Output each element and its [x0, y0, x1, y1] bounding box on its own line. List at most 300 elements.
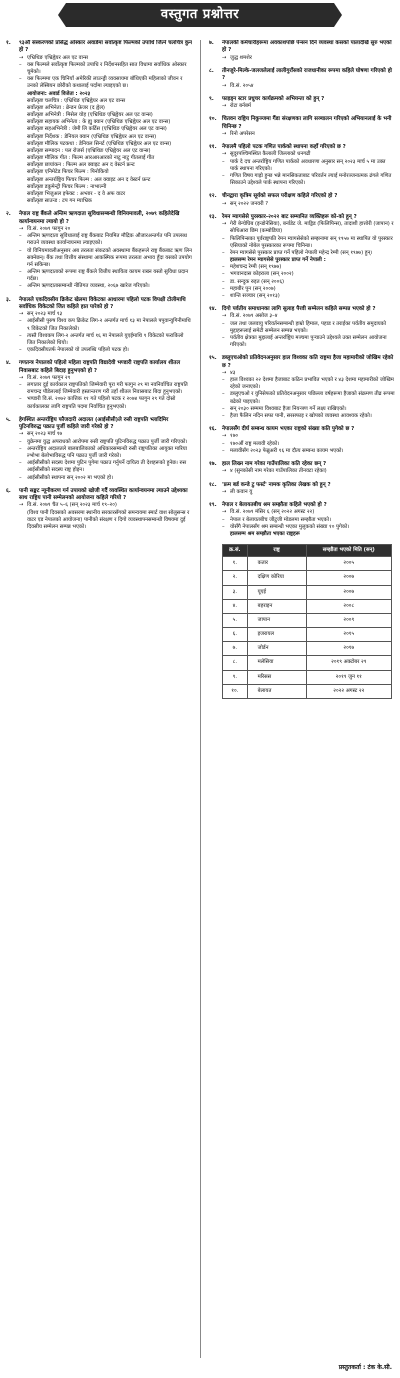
bullet-marker: –	[222, 320, 225, 327]
question-block	[209, 144, 395, 187]
table-row	[223, 557, 392, 571]
answer-line	[222, 441, 395, 448]
bullet-marker: →	[222, 151, 227, 158]
answer-text: अन्तिम ऋणदाताको रूपमा राष्ट्र बैंकले वित्तीय स्थायित्व कायम राख्न यस्तो सुविधा प्रदान गर्दछ।	[27, 269, 189, 283]
question-text: हेगस्थित अन्तर्राष्ट्रिय फौजदारी अदालत (आईसीसी)ले रुसी राष्ट्रपति भ्लादिमिर पुटिनविरुद्ध पक्राउ पुर्जी कहिले जारी गरेको हो ?	[19, 416, 169, 431]
answer-text: यस फिल्मले सर्वोत्कृष्ट फिल्मको उपाधि र निर्देशनसहित सात विधामा सर्वाधिक ओस्कार चुमेको।	[27, 61, 187, 76]
answer-line	[19, 76, 192, 90]
table-cell: २०१७	[306, 642, 391, 656]
question-block	[6, 297, 192, 355]
answer-line	[222, 286, 395, 293]
question-text: गणतन्त्र नेपालको पहिलो महिला राष्ट्रपति विद्यादेवी भण्डारी राष्ट्रपति कार्यालय शीतल निवासबाट कहिले बिदाइ हुनुभएको हो ?	[19, 360, 181, 374]
question-block	[6, 488, 192, 531]
question-text: नेपाल र बेलायतबीच श्रम सम्झौता कहिले भएको हो ?	[222, 502, 327, 509]
answer-line	[222, 377, 395, 391]
table-cell: ८.	[223, 656, 248, 670]
table-cell: २०१५	[306, 628, 391, 642]
bullet-marker	[222, 257, 230, 264]
answer-text: महाबीर पुन (सन् २००७)	[230, 285, 276, 292]
bullet-marker: –	[19, 61, 22, 68]
answer-text: रिनो अपरेसन	[230, 130, 255, 137]
question-text: हाल लिख्न नाम गरेका गाउँपालिका कति रहेका छन् ?	[222, 461, 327, 467]
answer-line	[222, 293, 395, 300]
answer-text: महेशचन्द्र रेग्मी (सन् १९७७)	[230, 264, 282, 271]
table-row	[223, 628, 392, 642]
answer-line	[222, 131, 395, 138]
answer-line	[222, 321, 395, 335]
question	[6, 40, 192, 55]
bullet-marker	[19, 191, 27, 198]
answer-list	[222, 201, 395, 208]
answer-list	[222, 468, 395, 475]
answer-text: सन् २०२२ जनवरी ?	[230, 200, 268, 207]
answer-line	[222, 159, 395, 173]
answer-text: सर्वोत्कृष्ट एनिमेटेड फिचर फिल्म : पिनोकियो	[27, 169, 109, 176]
question	[209, 355, 395, 370]
answer-line	[222, 406, 395, 413]
banner-left-tip	[58, 3, 66, 27]
answer-text: वि.सं. २०७९ फागुन २०	[27, 225, 71, 232]
answer-text: सर्वोत्कृष्ट भिजुअल इफेक्ट : अभ्तार - द वे अफ वाटर	[27, 190, 126, 197]
answer-line	[222, 489, 395, 496]
table-header-row	[223, 545, 392, 557]
answer-line	[19, 439, 192, 446]
bullet-marker: –	[19, 283, 22, 290]
answer-text: गणित विषय गाह्रो हुन्छ भन्ने मानसिकताबाट परिवर्तन ल्याई मनोरञ्जनात्मक ढंगले गणित सिकाउने उद्देश्यले पार्क स्थापना गरिएको।	[230, 172, 392, 187]
answer-line	[222, 279, 395, 286]
bullet-marker: –	[222, 271, 225, 278]
answer-line	[19, 184, 192, 191]
question	[209, 426, 395, 433]
bullet-marker	[19, 98, 27, 105]
answer-text: ली कवान यु	[230, 488, 253, 495]
answer-text: एकदिवसीयतर्फ नेपालको यो उपलब्धि पहिलो पटक हो।	[27, 347, 129, 354]
table-cell: कतार	[247, 557, 306, 571]
answer-text: त्यस्तै विश्वकप लिग-२ अन्तर्गत मार्च १६ मा नेपालले युएईमाथि ९ विकेटको फराकिलो जित निकालेको थियो।	[27, 332, 184, 346]
bullet-marker: –	[222, 405, 225, 412]
question-number: १८.	[209, 481, 217, 488]
question-text: रेमन म्यागसेसे पुरस्कार-२०२२ बाट सम्मानित व्यक्तिहरू को-को हुन् ?	[222, 213, 357, 220]
answer-text: भगवानदास कोइराला (सन् २००२)	[230, 271, 294, 278]
labor-agreement-table	[222, 544, 392, 699]
answer-list	[222, 151, 395, 187]
answer-text: सर्वोत्कृष्ट मौलिक गीत : फिल्म आरआरआरको नाटु नाटु गीतलाई गीत	[27, 155, 155, 162]
bullet-marker: –	[222, 158, 225, 165]
answer-text: अन्तर्राष्ट्रिय अदालतले बालबालिकाको अधिकारसम्बन्धी रुसी राष्ट्रपतिका आयुक्त मारिया ल्भोभा बेलोभाविरुद्ध पनि पक्राउ पुर्जी जारी गरेको।	[27, 445, 188, 459]
answer-line	[222, 531, 395, 538]
answer-text: (विश्व पानी दिवसको अवसरमा स्थानीय सरकारसँगको समन्वयमा स्मार्ट वाश सोलुसन्स र वाटर एड नेपालको आयोजना) पानीको संरक्षण र दिगो व्यवस्थापनसम्बन्धी विषयमा दुई दिवसीय सम्मेलन सम्पन्न भएको।	[27, 509, 190, 530]
question-block	[209, 306, 395, 349]
answer-line	[222, 313, 395, 320]
table-cell: यूएई	[247, 585, 306, 599]
answer-list	[222, 433, 395, 455]
bullet-marker: –	[222, 447, 225, 454]
answer-line	[19, 62, 192, 76]
answer-list	[19, 55, 192, 206]
answer-line	[222, 448, 395, 455]
answer-line	[222, 271, 395, 278]
answer-line	[222, 517, 395, 524]
bullet-marker: –	[19, 76, 22, 83]
answer-line	[19, 126, 192, 133]
bullet-marker: –	[222, 235, 225, 242]
answer-text: शान्ति सञ्चार (सन् २०१३)	[230, 292, 280, 299]
table-row	[223, 613, 392, 627]
table-cell: ४.	[223, 599, 248, 613]
question-block	[209, 355, 395, 420]
bullet-marker: →	[19, 374, 24, 381]
answer-text: सन् २०२३ मार्च १७	[27, 431, 63, 438]
question	[209, 116, 395, 131]
question-number: १४.	[209, 306, 217, 313]
question-number: ५.	[6, 416, 11, 423]
answer-text: डब्लुएचओ र युनिसेफको प्रतिवेदनअनुसार पछिल्ला वर्षहरूमा हैजाको संक्रमण तीव्र रूपमा बढेको पाइएको।	[230, 391, 395, 405]
table-cell: २००५	[306, 557, 391, 571]
question-number: ११.	[209, 144, 217, 151]
bullet-marker: →	[222, 313, 227, 320]
question-block	[209, 461, 395, 476]
answer-list	[222, 131, 395, 138]
answer-list	[19, 502, 192, 531]
right-question-list	[209, 40, 395, 538]
answer-text: एभ्रिथिङ एभ्रिह्वेयर अल एट वान्स	[27, 54, 89, 61]
bullet-marker: →	[222, 103, 227, 110]
column-divider	[200, 40, 201, 1358]
bullet-marker: –	[19, 318, 22, 325]
section-banner	[58, 3, 342, 27]
answer-line	[19, 318, 192, 332]
question	[209, 482, 395, 489]
question-number: ३.	[6, 296, 11, 303]
answer-text: १७०	[230, 433, 239, 440]
question-block	[6, 360, 192, 411]
answer-text: हालसम्म श्रम सम्झौता भएका राष्ट्रहरू	[230, 530, 300, 537]
answer-list	[222, 55, 395, 62]
answer-text: हालसम्म रेमन म्यागसेसे पुरस्कार प्राप्त गर्ने नेपाली :	[230, 257, 326, 264]
answer-text: वि.सं. २०५४	[230, 82, 254, 89]
question-text: नेपालसँग दीर्घ सम्बन्ध कायम भएका राष्ट्रको संख्या कति पुगेको छ ?	[222, 426, 355, 433]
bullet-marker: –	[222, 249, 225, 256]
answer-list	[19, 226, 192, 291]
bullet-marker: –	[19, 233, 22, 240]
bullet-marker	[19, 112, 27, 119]
question-block	[209, 68, 395, 90]
answer-line	[222, 413, 395, 420]
answer-line	[222, 83, 395, 90]
bullet-marker	[19, 198, 27, 205]
bullet-marker	[19, 162, 27, 169]
answer-text: सर्वोत्कृष्ट डकुमेन्ट्री फिचर फिल्म : नाभाल्नी	[27, 183, 107, 190]
right-column	[209, 40, 395, 1364]
answer-line	[222, 201, 395, 208]
answer-text: पार्क दे दच अन्तर्राष्ट्रिय गणित पार्कको अवधारणा अनुसार सन् २०२३ मार्च ५ मा उक्त पार्क स्थापना गरिएको।	[230, 158, 386, 172]
table-header-cell: सम्झौता भएको मिति (सन्)	[306, 545, 391, 557]
answer-text: सर्वोत्कृष्ट निर्देशक : डेनियल क्वान (एभ्रिथिङ एभ्रिह्वेयर अल एट वान्स)	[27, 133, 157, 140]
bullet-marker	[19, 91, 27, 98]
bullet-marker: –	[222, 377, 225, 384]
bullet-marker: →	[19, 431, 24, 438]
table-cell: २०१९ अक्टोबर २९	[306, 656, 391, 670]
answer-list	[222, 103, 395, 110]
question-block	[209, 40, 395, 62]
answer-text: जल तथा जलवायु परिवर्तनसम्बन्धी हाम्रो हिमाल, पहाड र तराईका पर्वतीय समुदायको मुद्दाहरूलाई समेटी सम्मेलन सम्पन्न भएको।	[230, 320, 387, 334]
bullet-marker	[19, 177, 27, 184]
bullet-marker: –	[222, 391, 225, 398]
bullet-marker: →	[222, 82, 227, 89]
banner-right-tip	[334, 3, 342, 27]
table-cell: इजरायल	[247, 628, 306, 642]
answer-text: जुद्ध शमशेर	[230, 54, 252, 61]
table-row	[223, 599, 392, 613]
bullet-marker: –	[19, 347, 22, 354]
answer-text: सर्वोत्कृष्ट अभिनेत्री : मिसेल योह (एभ्रिथिङ एभ्रिह्वेयर अल एट वान्स)	[27, 112, 153, 119]
bullet-marker: →	[222, 200, 227, 207]
table-row	[223, 642, 392, 656]
answer-text: रोटा बर्नबर्म	[230, 103, 251, 110]
answer-line	[222, 55, 395, 62]
question-block	[209, 214, 395, 300]
question-number: ८.	[209, 67, 214, 74]
answer-text: सन् २०२३ मार्च १३	[27, 311, 63, 318]
bullet-marker	[19, 105, 27, 112]
question-text: दिगो पर्वतीय समाधानका लागि सुलाह पैरवी सम्मेलन कहिले सम्पन्न भएको हो ?	[222, 306, 376, 313]
answer-line	[222, 221, 395, 235]
answer-text: लगातार दुई कार्यकाल राष्ट्रपतिको जिम्मेवारी पूरा गरी फागुन २९ मा नवनिर्वाचित राष्ट्रपति रामचन्द्र पौडेललाई जिम्मेवारी हस्तान्तरण गरी उहाँ शीतल निवासबाट बिदा हुनुभएको।	[27, 382, 188, 396]
answer-line	[222, 173, 395, 187]
answer-text: सर्वोत्कृष्ट मौलिक पटकथा : डेनियल सिनर्ट (एभ्रिथिङ एभ्रिह्वेयर अल एट वान्स)	[27, 140, 172, 147]
answer-text: आईसीसीको सदस्य देशमा पुटिन पुगेमा पक्राउ गर्नुपर्ने दायित्व ती देशहरूको हुनेछ। रुस आईसीसीको सदस्य राष्ट्र होइन।	[27, 460, 187, 474]
answer-text: सर्वोत्कृष्ट छायांकन : फिल्म अल क्वाइट अन द वेस्टर्न फ्रन्ट	[27, 162, 135, 169]
answer-text: यो विनियमावलीअनुसार अब तरलता संकटको अवस्थामा बैंकहरूले राष्ट्र बैंकबाट ऋण लिन सक्नेछन्। बैंक तथा वित्तीय संस्थामा आकस्मिक रूपमा तरलता अभाव हुँदा यसको उपयोग गर्न सकिन्छ।	[27, 247, 192, 268]
answer-text: हैजा फैलिन नदिन सफा पानी, सरसफाइ र खोपको व्यवस्था आवश्यक रहेको।	[230, 412, 372, 419]
table-cell: २००७	[306, 571, 391, 585]
bullet-marker: –	[19, 269, 22, 276]
question-number: १६.	[209, 426, 217, 433]
answer-text: सर्वोत्कृष्ट सम्पादन : पल रोजर्स (एभ्रिथिङ एभ्रिह्वेयर अल एट वान्स)	[27, 147, 151, 154]
table-cell: २०२२ अगस्ट २२	[306, 684, 391, 698]
answer-text: ४३	[230, 369, 236, 376]
question	[209, 96, 395, 103]
answer-text: मलावीसँग २०२३ फेब्रुअरी १६ मा दौत्य सम्बन्ध कायम भएको।	[230, 447, 344, 454]
answer-list	[222, 221, 395, 300]
answer-line	[19, 460, 192, 474]
answer-text: सर्वोत्कृष्ट चलचित्र : एभ्रिथिङ एभ्रिह्वेयर अल एट वान्स	[27, 97, 126, 104]
question-block	[6, 417, 192, 482]
answer-list	[19, 431, 192, 481]
question-text: फाइड्न स्टार प्रधुचर कार्यक्रमको अभियन्ता को हुन् ?	[222, 95, 325, 102]
answer-line	[222, 335, 395, 349]
answer-text: १७०औं राष्ट्र मलावी रहेको।	[230, 440, 280, 447]
bullet-marker: →	[222, 433, 227, 440]
question	[6, 360, 192, 375]
answer-line	[222, 391, 395, 405]
table-cell: २०१९ जुन ११	[306, 670, 391, 684]
question-text: तीनजुरे-मिल्के-जलजलेलाई लालीगुराँसको राजधानीका रूपमा कहिले घोषणा गरिएको हो ?	[222, 67, 392, 82]
table-cell: ३.	[223, 585, 248, 599]
answer-line	[19, 475, 192, 482]
table-cell: बेलायत	[247, 684, 306, 698]
bullet-marker: –	[19, 474, 22, 481]
answer-line	[19, 141, 192, 148]
answer-line	[19, 134, 192, 141]
answer-line	[222, 468, 395, 475]
question-block	[209, 482, 395, 497]
answer-line	[19, 382, 192, 396]
bullet-marker	[19, 134, 27, 141]
question-text: डब्लुएचओको प्रतिवेदनअनुसार हाल विश्वका कति राष्ट्रमा हैजा महामारीको जोखिम रहेको छ ?	[222, 355, 394, 369]
table-cell: १०.	[223, 684, 248, 698]
question-text: पानी सङ्कट न्यूनीकरण गर्न उपायको खोजी गर्दै व्यवस्थित कार्यान्वयनमा ल्याउने उद्देश्यका साथ राष्ट्रिय पानी सम्मेलनको आयोजना कहिले गरियो ?	[19, 487, 188, 502]
answer-list	[222, 83, 395, 90]
question-number: ४.	[6, 360, 11, 367]
bullet-marker: –	[19, 438, 22, 445]
answer-text: फिलिपिन्सका पूर्वराष्ट्रपति रेमन म्यागसेसेको सम्झनामा सन् १९५७ मा स्थापित यो पुरस्कार एसियाको नोबेल पुरस्कारका रूपमा चिनिन्छ।	[230, 235, 393, 249]
table-cell: २००८	[306, 599, 391, 613]
table-row	[223, 571, 392, 585]
question-text: नेपालकी कर्मचारीहरूमा अवकाशपछि पेन्सन दिने व्यवस्था कसको पालादेखि सुरु भएको हो ?	[222, 40, 392, 54]
table-cell: जापान	[247, 613, 306, 627]
question-text: ९३औं संस्करणको प्रसिद्ध ओस्कार अवार्डमा सर्वोत्कृष्ट फिल्मको उपाधि जित्ने चलचित्र कुन हो ?	[19, 40, 192, 54]
question-block	[209, 96, 395, 111]
answer-text: सर्वोत्कृष्ट अन्तर्राष्ट्रिय फिचर फिल्म : अल क्वाइट अन द वेस्टर्न फ्रन्ट	[27, 176, 151, 183]
answer-text: वि.सं. २०७९ असोज ३–४	[230, 313, 278, 320]
question	[209, 193, 395, 200]
bullet-marker	[19, 126, 27, 133]
bullet-marker: →	[222, 369, 227, 376]
answer-list	[222, 489, 395, 496]
bullet-marker: →	[222, 488, 227, 495]
table-cell: १.	[223, 557, 248, 571]
bullet-marker: –	[222, 292, 225, 299]
question-block	[209, 426, 395, 455]
answer-line	[19, 396, 192, 410]
bullet-marker: –	[19, 445, 22, 452]
answer-text: नेपाल र बेलायतबीच जीटुजी मोडलमा सम्झौता भएको।	[230, 516, 331, 523]
answer-line	[19, 431, 192, 438]
answer-text: अन्तिम ऋणदाता सुविधालाई राष्ट्र बैंकबाट नियमित मौद्रिक औजारअन्तर्गत पनि उपलब्ध गराउने व्यवस्था कार्यान्वयनमा ल्याइएको।	[27, 233, 187, 247]
answer-line	[19, 105, 192, 112]
question	[6, 488, 192, 503]
bullet-marker: –	[222, 334, 225, 341]
table-cell: मलेसिया	[247, 656, 306, 670]
question-number: १२.	[209, 193, 217, 200]
table-row	[223, 656, 392, 670]
bullet-marker: –	[222, 523, 225, 530]
question-block	[6, 211, 192, 290]
answer-line	[19, 269, 192, 283]
question-number: ७.	[209, 40, 214, 46]
table-row	[223, 670, 392, 684]
bullet-marker: –	[19, 382, 22, 389]
answer-text: आईसीसी पुरुष विश्व कप क्रिकेट लिग-२ अन्तर्गत मार्च १३ मा नेपालले पपुवान्युगिनीमाथि ९ विकेटको जित निकालेको।	[27, 318, 191, 332]
table-cell: २.	[223, 571, 248, 585]
answer-text: सर्वोत्कृष्ट सहायक अभिनेता : के ह्यु क्वान (एभ्रिथिङ एभ्रिह्वेयर अल एट वान्स)	[27, 119, 171, 126]
question-number: ६.	[6, 487, 11, 494]
answer-text: आईसीसीको स्थापना सन् २००२ मा भएको हो।	[27, 474, 114, 481]
answer-line	[19, 233, 192, 247]
bullet-marker	[19, 169, 27, 176]
question-text: नेपालमै पहिलो पटक गणित पार्कको स्थापना कहाँ गरिएको छ ?	[222, 144, 346, 151]
bullet-marker: –	[19, 332, 22, 339]
question	[209, 40, 395, 55]
table-cell: मरिसस	[247, 670, 306, 684]
answer-list	[222, 313, 395, 349]
table-row	[223, 684, 392, 698]
bullet-marker: –	[19, 247, 22, 254]
answer-line	[19, 510, 192, 532]
bullet-marker: –	[19, 460, 22, 467]
bullet-marker: –	[19, 396, 22, 403]
answer-line	[19, 198, 192, 205]
left-column	[6, 40, 192, 1364]
table-header-cell: राष्ट्र	[247, 545, 306, 557]
answer-text: पर्वतीय क्षेत्रका मुद्दालाई अन्तर्राष्ट्रिय मञ्चमा पुर्‍याउने उद्देश्यले उक्त सम्मेलन आयोजना गरिएको।	[230, 334, 387, 349]
answer-line	[222, 524, 395, 531]
answer-text: यस फिल्ममा एक चिनियाँ अमेरिकी लाउन्ड्री व्यवसायमा बाँधिएकी महिलाको जीवन र उनको लेस्बियन छोरीको कथालाई पर्दामा ल्याइएको छ।	[27, 76, 183, 90]
question-number: १५.	[209, 355, 217, 362]
table-header-cell: क्र.सं.	[223, 545, 248, 557]
banner-title: वस्तुगत प्रश्नोत्तर	[66, 3, 334, 27]
answer-text: वि.सं. २०७९ फागुन २९	[27, 374, 71, 381]
table-cell: बहराइन	[247, 599, 306, 613]
answer-text: सन् २०३० सम्ममा विश्वबाट हैजा नियन्त्रण गर्ने लक्ष्य राखिएको।	[230, 405, 347, 412]
answer-text: सर्वोत्कृष्ट सहअभिनेत्री : जेमी लि कर्टिस (एभ्रिथिङ एभ्रिह्वेयर अल एट वान्स)	[27, 126, 167, 133]
table-cell: २००७	[306, 585, 391, 599]
answer-text: सुदूरपश्चिमस्थित कैलाली जिल्लाको धनगढी	[230, 151, 311, 158]
table-cell: ६.	[223, 628, 248, 642]
answer-text: आयोजना: अवार्ड विजेता : २०२३	[27, 90, 91, 97]
bullet-marker	[19, 148, 27, 155]
answer-line	[19, 248, 192, 270]
bullet-marker: –	[222, 412, 225, 419]
answer-line	[19, 169, 192, 176]
question	[6, 417, 192, 432]
bullet-marker	[222, 531, 230, 538]
answer-line	[19, 502, 192, 509]
table-cell: जोर्डन	[247, 642, 306, 656]
question-number: १७.	[209, 461, 217, 467]
answer-text: सर्वोत्कृष्ट साउन्ड : टप गन म्याभ्रिक	[27, 198, 92, 205]
bullet-marker: –	[222, 285, 225, 292]
bullet-marker: →	[222, 130, 227, 137]
question-number: १.	[6, 40, 11, 46]
bullet-marker: →	[222, 509, 227, 516]
answer-text: ४ (सुनकोसी नाम गरेका गाउँपालिका तीनवटा रहेका)	[230, 468, 327, 475]
table-cell: २००९	[306, 613, 391, 627]
bullet-marker: –	[222, 278, 225, 285]
answer-line	[19, 333, 192, 347]
answer-line	[222, 250, 395, 257]
table-cell: ७.	[223, 642, 248, 656]
answer-line	[19, 446, 192, 460]
question-text: चितवन राष्ट्रिय निकुञ्जमा गैंडा संरक्षणका लागि सञ्चालन गरिएको अभियानलाई के भनी चिनिन्छ ?	[222, 116, 392, 130]
answer-text: डा. सन्दुक रुइत (सन् २००६)	[230, 278, 285, 285]
answer-text: हाल विश्वका २२ देशमा हैजाबाट कठिन प्रभावित भएको र ४३ देशमा महामारीको जोखिम रहेको जनाएको।	[230, 377, 394, 391]
bullet-marker	[19, 510, 27, 532]
table-cell: दक्षिण कोरिया	[247, 571, 306, 585]
question	[209, 68, 395, 83]
author-credit: प्रस्तुतकर्ता : टंक के.सी.	[338, 1364, 392, 1371]
answer-line	[222, 509, 395, 516]
bullet-marker	[19, 119, 27, 126]
table-cell: ५.	[223, 613, 248, 627]
question-text: चीनद्वारा कृत्रिम सूर्यको सफल परीक्षण कहिले गरिएको हो ?	[222, 193, 338, 200]
question-text: 'फ्रम बर्ड कन्डे टु फर्स्ट' नामक कृतिका लेखक को हुन् ?	[222, 481, 331, 488]
answer-line	[222, 103, 395, 110]
answer-text: योसँगै नेपालसँग श्रम सम्बन्धी भएका मुलुकको संख्या १० पुगेको।	[230, 523, 350, 530]
question-number: १३.	[209, 213, 217, 220]
answer-list	[19, 311, 192, 354]
